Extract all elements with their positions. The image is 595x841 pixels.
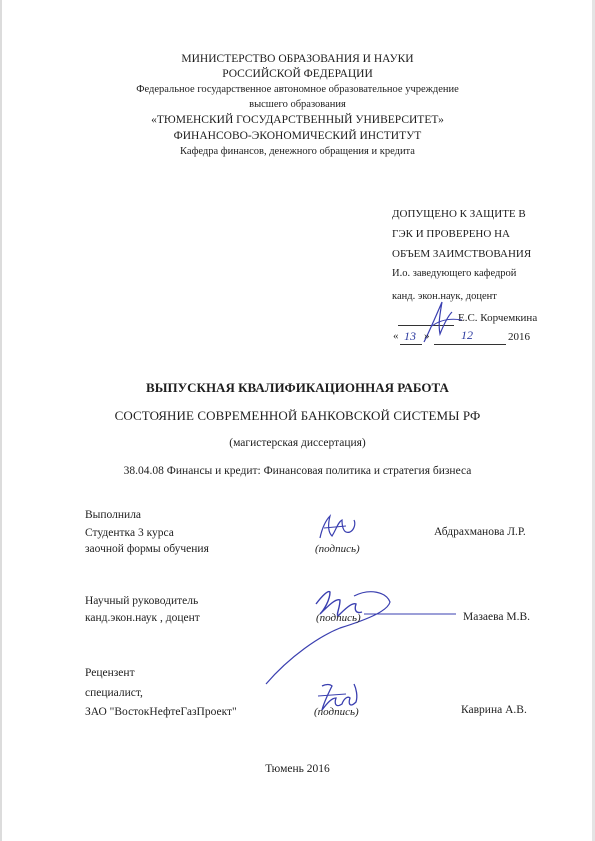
date-day-line	[400, 344, 422, 345]
education-level-line: высшего образования	[249, 99, 346, 110]
approver-degree: канд. экон.наук, доцент	[392, 291, 497, 302]
author-label-student: Студентка 3 курса	[85, 527, 174, 539]
date-day-handwritten: 13	[404, 329, 416, 343]
supervisor-degree: канд.экон.наук , доцент	[85, 612, 200, 624]
reviewer-name: Каврина А.В.	[461, 704, 527, 716]
author-signature-icon	[316, 512, 360, 546]
approval-line-2: ГЭК И ПРОВЕРЕНО НА	[392, 228, 510, 240]
date-month-line	[434, 344, 506, 345]
approval-line-3: ОБЪЕМ ЗАИМСТВОВАНИЯ	[392, 248, 532, 260]
study-program: 38.04.08 Финансы и кредит: Финансовая политика и стратегия бизнеса	[123, 465, 472, 477]
date-month-handwritten: 12	[461, 328, 473, 342]
reviewer-position: специалист,	[85, 687, 143, 699]
supervisor-signature-icon	[260, 578, 460, 688]
thesis-topic: СОСТОЯНИЕ СОВРЕМЕННОЙ БАНКОВСКОЙ СИСТЕМЫ РФ	[114, 408, 481, 423]
date-open-quote: «	[393, 330, 399, 342]
federation-line: РОССИЙСКОЙ ФЕДЕРАЦИИ	[222, 68, 373, 80]
author-name: Абдрахманова Л.Р.	[434, 526, 526, 538]
approver-position: И.о. заведующего кафедрой	[392, 268, 517, 279]
thesis-type: (магистерская диссертация)	[229, 437, 366, 449]
ministry-line: МИНИСТЕРСТВО ОБРАЗОВАНИЯ И НАУКИ	[181, 53, 414, 65]
city-year: Тюмень 2016	[265, 763, 330, 775]
university-name: «ТЮМЕНСКИЙ ГОСУДАРСТВЕННЫЙ УНИВЕРСИТЕТ»	[151, 114, 444, 126]
department-name: Кафедра финансов, денежного обращения и кредита	[180, 146, 415, 157]
reviewer-organization: ЗАО "ВостокНефтеГазПроект"	[85, 706, 237, 718]
author-signature-note: (подпись)	[315, 543, 360, 555]
approver-name: Е.С. Корчемкина	[458, 312, 538, 324]
work-title: ВЫПУСКНАЯ КВАЛИФИКАЦИОННАЯ РАБОТА	[146, 380, 449, 395]
institution-type-line: Федеральное государственное автономное образовательное учреждение	[136, 84, 459, 95]
date-year: 2016	[508, 331, 530, 343]
reviewer-signature-note: (подпись)	[314, 706, 359, 718]
date-close-quote: »	[424, 330, 430, 342]
supervisor-name: Мазаева М.В.	[463, 611, 530, 623]
supervisor-signature-note: (подпись)	[316, 612, 361, 624]
institute-name: ФИНАНСОВО-ЭКОНОМИЧЕСКИЙ ИНСТИТУТ	[173, 130, 422, 142]
reviewer-label: Рецензент	[85, 667, 135, 679]
author-label-form: заочной формы обучения	[85, 543, 209, 555]
author-label-completed: Выполнила	[85, 509, 142, 521]
approval-line-1: ДОПУЩЕНО К ЗАЩИТЕ В	[392, 208, 526, 220]
supervisor-label: Научный руководитель	[85, 595, 199, 607]
